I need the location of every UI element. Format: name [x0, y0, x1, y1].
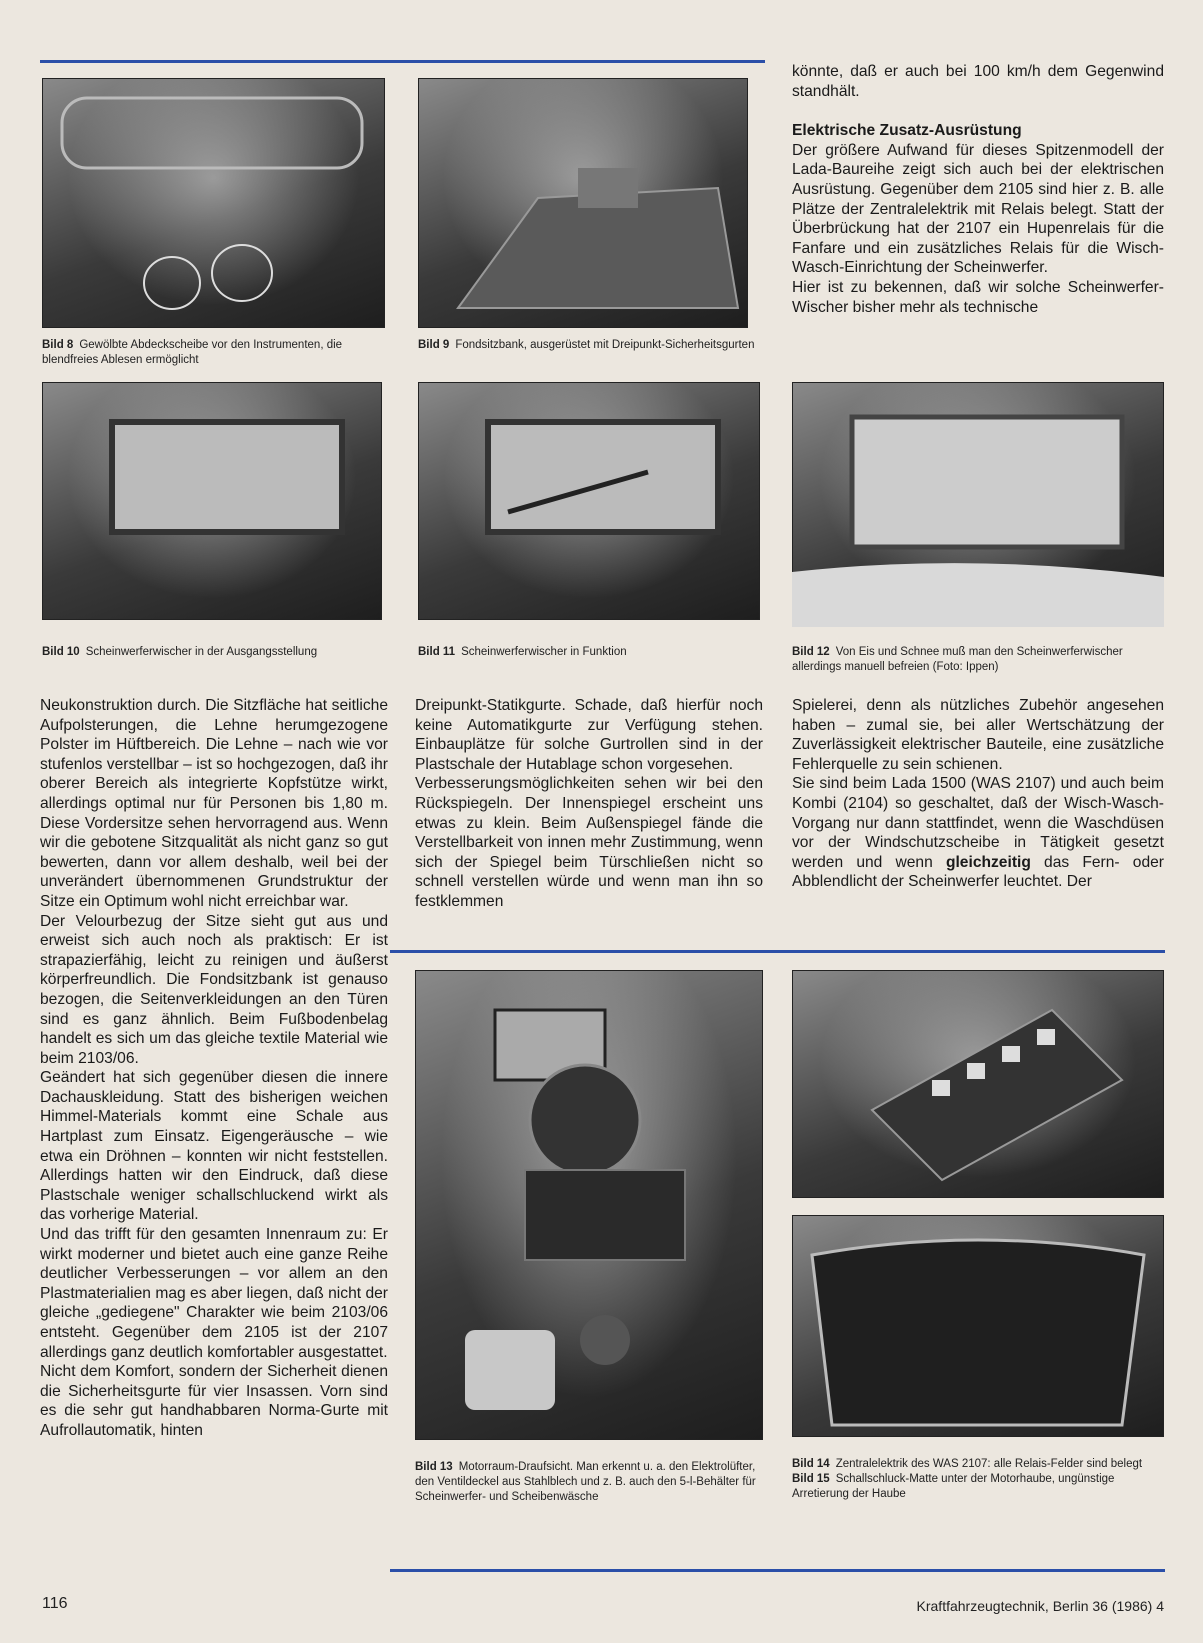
- paragraph: Nicht dem Komfort, sondern der Sicherheit dienen die Sicherheitsgurte für vier Insassen. Vorn sind es die sehr gut handhabbaren Norma-Gurte mit Aufrollautomatik, hinten: [40, 1363, 388, 1439]
- page-number: 116: [42, 1595, 68, 1612]
- paragraph: Verbesserungsmöglichkeiten sehen wir bei den Rückspiegeln. Der Innenspiegel erscheint uns etwas zu klein. Beim Außenspiegel fände die Verstellbarkeit von innen mehr Zustimmung, wenn sich der Spiegel beim Türschließen nicht so schnell verstellen würde und wenn man ihn so festklemmen: [415, 775, 763, 910]
- photo-headlight-wiper-rest: [42, 382, 382, 620]
- caption-number: Bild 14: [792, 1458, 830, 1470]
- paragraph: Spielerei, denn als nützliches Zubehör angesehen haben – zumal sie, bei aller Wertschätzung der Zuverlässigkeit elektrischer Bauteile, eine zusätzliche Fehlerquelle zu sein schienen.: [792, 697, 1164, 773]
- paragraph: Der Velourbezug der Sitze sieht gut aus und erweist sich auch noch als praktisch: Er ist strapazierfähig, leicht zu reinigen und äußerst körperfreundlich. Die Fondsitzbank ist genauso bezogen, die Seitenverkleidungen an den Türen sind es ganz ähnlich. Beim Fußbodenbelag handelt es sich um das gleiche textile Material wie beim 2103/06.: [40, 912, 388, 1067]
- journal-citation: Kraftfahrzeugtechnik, Berlin 36 (1986) 4: [916, 1598, 1164, 1614]
- paragraph: Dreipunkt-Statikgurte. Schade, daß hierfür noch keine Automatikgurte zur Verfügung stehen. Einbauplätze für solche Gurtrollen sind in der Plastschale der Hutablage schon vorgesehen.: [415, 697, 763, 773]
- caption-text: Motorraum-Draufsicht. Man erkennt u. a. den Elektrolüfter, den Ventildeckel aus Stahlblech und z. B. auch den 5-l-Behälter für Scheinwerfer- und Scheibenwäsche: [415, 1461, 756, 1503]
- caption-number: Bild 9: [418, 339, 450, 351]
- paragraph: Neukonstruktion durch. Die Sitzfläche hat seitliche Aufpolsterungen, die Lehne herumgezogene Polster im Hüftbereich. Die Lehne – nach wie vor stufenlos verstellbar – ist so hochgezogen, daß ihr oberer Bereich als integrierte Kopfstütze wirkt, allerdings optimal nur für Personen bis 1,80 m. Diese Vordersitze sehen hervorragend aus. Wenn wir die gebotene Sitzqualität als nicht ganz so gut bewerten, dann vor allem deshalb, weil bei der unverändert übernommenen Grundstruktur der Sitze ein Optimum wohl nicht erreichbar war.: [40, 697, 388, 910]
- photo-rear-seat: [418, 78, 748, 328]
- caption-text: Fondsitzbank, ausgerüstet mit Dreipunkt-Sicherheitsgurten: [455, 339, 755, 351]
- photo-central-electrics: [792, 970, 1164, 1198]
- caption-number: Bild 10: [42, 646, 80, 658]
- top-rule: [40, 60, 765, 63]
- caption-bild-14-15: [792, 1457, 1164, 1502]
- photo-headlight-snow: [792, 382, 1164, 627]
- caption-number: Bild 8: [42, 339, 74, 351]
- paragraph: könnte, daß er auch bei 100 km/h dem Gegenwind standhält.: [792, 63, 1164, 100]
- paragraph: Geändert hat sich gegenüber diesen die innere Dachauskleidung. Statt des bisherigen weichen Himmel-Materials kommt eine Schale aus Hartplast zum Einsatz. Eigengeräusche – wie etwa ein Dröhnen – konnten wir nicht feststellen. Allerdings hatten wir den Eindruck, daß diese Plastschale weniger schallschluckend wirkt als das vorherige Material.: [40, 1069, 388, 1224]
- photo-headlight-wiper-active: [418, 382, 760, 620]
- caption-number: Bild 12: [792, 646, 830, 658]
- caption-bild-14: [792, 1457, 1164, 1472]
- caption-bild-12: [792, 645, 1164, 675]
- photo-engine-bay: [415, 970, 763, 1440]
- caption-bild-15: [792, 1472, 1164, 1502]
- photo-sound-mat: [792, 1215, 1164, 1437]
- caption-text: Gewölbte Abdeckscheibe vor den Instrumenten, die blendfreies Ablesen ermöglicht: [42, 339, 343, 366]
- paragraph: Der größere Aufwand für dieses Spitzenmodell der Lada-Baureihe zeigt sich auch bei der elektrischen Ausrüstung. Gegenüber dem 2105 sind hier z. B. alle Plätze der Zentralelektrik mit Relais belegt. Statt der Überbrückung hat der 2107 ein Hupenrelais für die Fanfare und ein zusätzliches Relais für die Wisch-Wasch-Einrichtung der Scheinwerfer.: [792, 141, 1164, 277]
- caption-bild-9: [418, 338, 763, 353]
- text-column-2: [415, 696, 763, 912]
- top-right-column: [792, 62, 1164, 317]
- caption-text: Scheinwerferwischer in der Ausgangsstellung: [85, 646, 318, 658]
- caption-bild-11: [418, 645, 763, 660]
- middle-rule: [390, 950, 1165, 953]
- emphasis: gleichzeitig: [945, 853, 1031, 871]
- caption-text: Zentralelektrik des WAS 2107: alle Relais-Felder sind belegt: [835, 1458, 1143, 1470]
- text-column-3: [792, 696, 1164, 892]
- caption-text: Von Eis und Schnee muß man den Scheinwerferwischer allerdings manuell befreien (Foto: Ippen): [792, 646, 1123, 673]
- caption-number: Bild 15: [792, 1473, 830, 1485]
- paragraph: Hier ist zu bekennen, daß wir solche Scheinwerfer-Wischer bisher mehr als technische: [792, 278, 1164, 316]
- bottom-rule: [390, 1569, 1165, 1572]
- caption-bild-8: [42, 338, 387, 368]
- caption-bild-10: [42, 645, 387, 660]
- section-heading: Elektrische Zusatz-Ausrüstung: [792, 122, 1022, 140]
- text-run: Sie sind beim Lada 1500 (WAS 2107) und auch beim Kombi (2104) so geschaltet, daß der Wisch-Wasch-Vorgang nur dann stattfindet, wenn die Waschdüsen vor der Windschutzscheibe in Tätigkeit gesetzt werden und wenn: [792, 775, 1164, 871]
- photo-instrument-cluster: [42, 78, 385, 328]
- text-run: das Fern- oder Abblendlicht der Scheinwerfer leuchtet. Der: [792, 853, 1164, 891]
- caption-text: Schallschluck-Matte unter der Motorhaube, ungünstige Arretierung der Haube: [792, 1473, 1115, 1500]
- paragraph: [792, 774, 1164, 892]
- text-column-1: [40, 696, 388, 1441]
- caption-number: Bild 13: [415, 1461, 453, 1473]
- caption-text: Scheinwerferwischer in Funktion: [461, 646, 627, 658]
- caption-bild-13: [415, 1460, 763, 1505]
- caption-number: Bild 11: [418, 646, 456, 658]
- paragraph: Und das trifft für den gesamten Innenraum zu: Er wirkt moderner und bietet auch eine ganze Reihe deutlicher Verbesserungen – vor allem an den Plastmaterialien mag es aber liegen, daß nicht der gleiche „gediegene" Charakter wie beim 2103/06 entsteht. Gegenüber dem 2105 ist der 2107 allerdings ganz deutlich komfortabler ausgestattet.: [40, 1226, 388, 1361]
